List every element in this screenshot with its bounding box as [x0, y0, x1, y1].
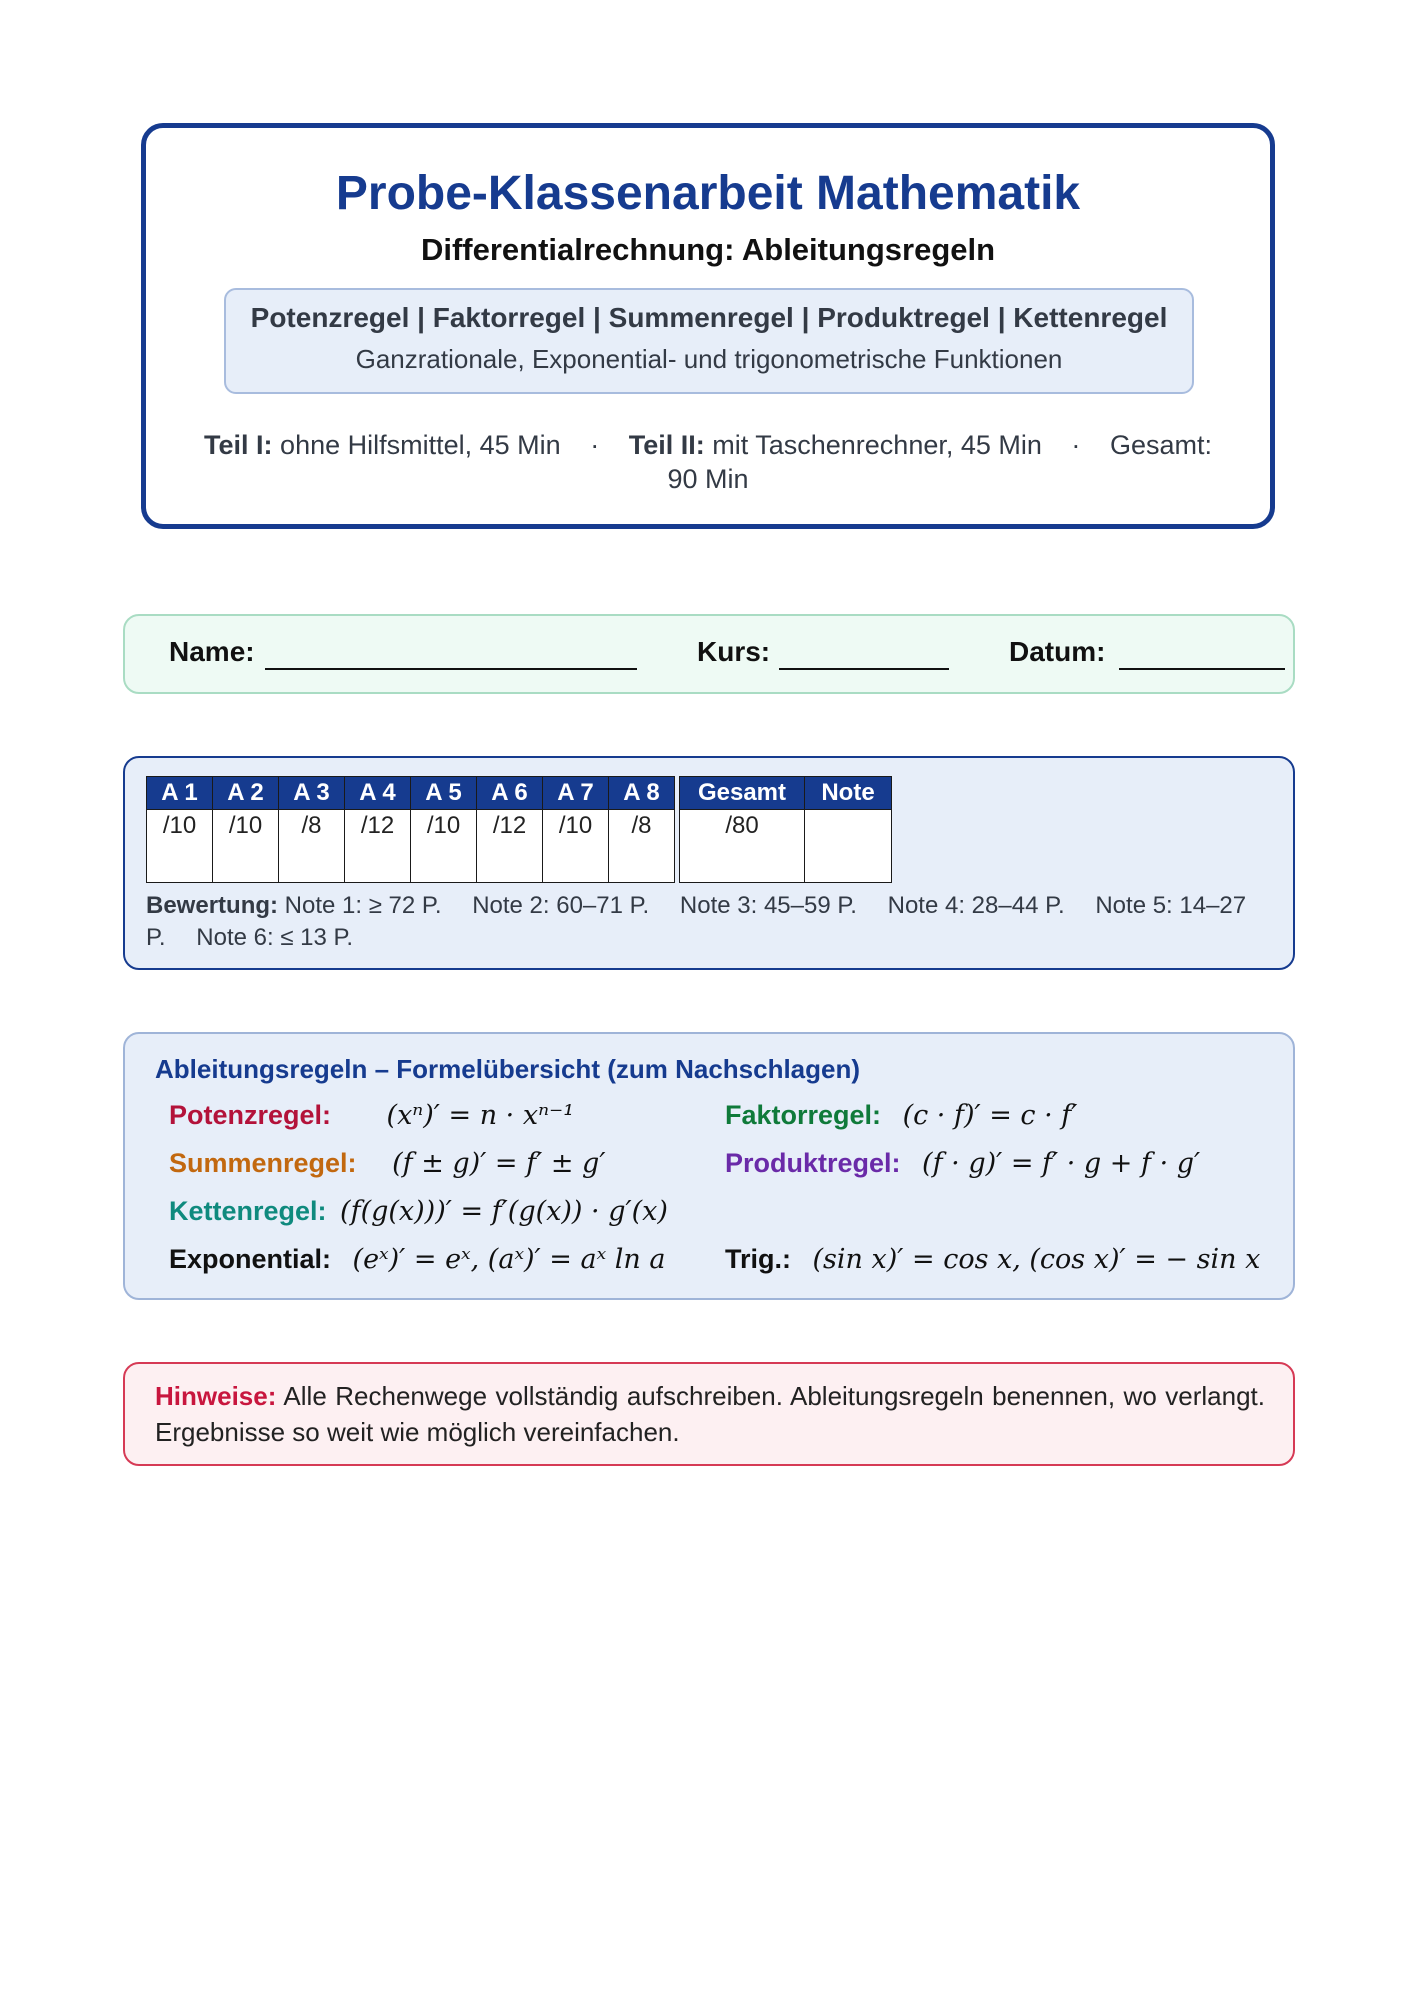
formula-label: Summenregel: — [169, 1148, 357, 1178]
formula-faktor — [725, 1100, 1077, 1131]
grade-rule: Note 5: 14–27 P. — [146, 892, 1247, 951]
score-cell[interactable]: /10 — [147, 810, 213, 883]
total-header: Gesamt — [680, 777, 805, 810]
page-subtitle: Differentialrechnung: Ableitungsregeln — [420, 232, 996, 267]
score-table — [146, 776, 892, 883]
course-field[interactable] — [779, 668, 949, 670]
formula-label: Faktorregel: — [725, 1100, 882, 1130]
grade-rule: Note 4: 28–44 P. — [887, 892, 1065, 919]
grade-rule: Note 1: ≥ 72 P. — [284, 892, 442, 919]
date-label: Datum: — [1009, 636, 1106, 667]
course-label: Kurs: — [697, 636, 771, 667]
name-field[interactable] — [265, 668, 637, 670]
task-header: A 7 — [543, 777, 609, 810]
formula-expression: (sin x)′ = cos x, (cos x)′ = − sin x — [812, 1244, 1261, 1275]
formula-label: Potenzregel: — [169, 1100, 332, 1130]
task-header: A 6 — [477, 777, 543, 810]
score-cell[interactable]: /10 — [213, 810, 279, 883]
hint-text — [155, 1378, 1265, 1450]
rules-panel — [224, 288, 1194, 394]
score-cell[interactable]: /8 — [279, 810, 345, 883]
task-header: A 4 — [345, 777, 411, 810]
score-cell[interactable]: /12 — [345, 810, 411, 883]
score-box — [123, 756, 1295, 970]
formula-ketten — [169, 1196, 668, 1227]
task-header: A 2 — [213, 777, 279, 810]
formula-produkt — [725, 1148, 1200, 1179]
grade-rule: Note 6: ≤ 13 P. — [196, 924, 354, 951]
task-header: A 5 — [411, 777, 477, 810]
total-time: Gesamt: 90 Min — [667, 430, 1212, 494]
task-header: A 1 — [147, 777, 213, 810]
part2-text: mit Taschenrechner, 45 Min — [712, 430, 1042, 460]
part2-label: Teil II: — [628, 430, 705, 460]
formula-expression: (f(g(x)))′ = f′(g(x)) · g′(x) — [340, 1196, 668, 1227]
formula-expression: (f ± g)′ = f′ ± g′ — [392, 1148, 606, 1179]
formula-label: Kettenregel: — [169, 1196, 327, 1226]
formula-expression: (xⁿ)′ = n · xⁿ⁻¹ — [386, 1100, 575, 1131]
part1-label: Teil I: — [204, 430, 273, 460]
grade-cell[interactable] — [805, 810, 892, 883]
score-cell[interactable]: /10 — [543, 810, 609, 883]
formula-box — [123, 1032, 1295, 1300]
grade-header: Note — [805, 777, 892, 810]
score-cell[interactable]: /8 — [609, 810, 675, 883]
hint-box — [123, 1362, 1295, 1466]
name-label: Name: — [169, 636, 255, 667]
grading-label: Bewertung: — [146, 892, 278, 919]
formula-label: Produktregel: — [725, 1148, 901, 1178]
task-header: A 3 — [279, 777, 345, 810]
total-cell[interactable]: /80 — [680, 810, 805, 883]
part1-text: ohne Hilfsmittel, 45 Min — [280, 430, 561, 460]
exam-parts — [186, 428, 1230, 496]
grading-scale — [146, 890, 1275, 954]
grade-rule: Note 3: 45–59 P. — [679, 892, 857, 919]
formula-expression: (f · g)′ = f′ · g + f · g′ — [922, 1148, 1201, 1179]
formula-label: Trig.: — [725, 1244, 791, 1274]
formula-expression: (c · f)′ = c · f′ — [902, 1100, 1078, 1131]
formula-trig — [725, 1244, 1260, 1275]
formula-potenz — [169, 1100, 574, 1131]
grade-rule: Note 2: 60–71 P. — [472, 892, 650, 919]
formula-title: Ableitungsregeln – Formelübersicht (zum Nachschlagen) — [155, 1054, 861, 1084]
page-title: Probe-Klassenarbeit Mathematik — [335, 167, 1081, 220]
formula-label: Exponential: — [169, 1244, 332, 1274]
rules-list: Potenzregel | Faktorregel | Summenregel | Produktregel | Kettenregel — [250, 302, 1168, 333]
student-info-box — [123, 614, 1295, 694]
separator: · — [590, 430, 600, 460]
date-field[interactable] — [1119, 668, 1285, 670]
formula-expression: (eˣ)′ = eˣ, (aˣ)′ = aˣ ln a — [352, 1244, 666, 1275]
hint-body: Alle Rechenwege vollständig aufschreiben. Ableitungsregeln benennen, wo verlangt. Ergebnisse so weit wie möglich vereinfachen. — [155, 1381, 1265, 1447]
hint-label: Hinweise: — [155, 1381, 277, 1411]
rules-description: Ganzrationale, Exponential- und trigonometrische Funktionen — [355, 344, 1063, 374]
separator: · — [1071, 430, 1081, 460]
score-cell[interactable]: /10 — [411, 810, 477, 883]
formula-exponential — [169, 1244, 665, 1275]
title-box — [141, 123, 1275, 529]
task-header: A 8 — [609, 777, 675, 810]
formula-summen — [169, 1148, 605, 1179]
score-cell[interactable]: /12 — [477, 810, 543, 883]
